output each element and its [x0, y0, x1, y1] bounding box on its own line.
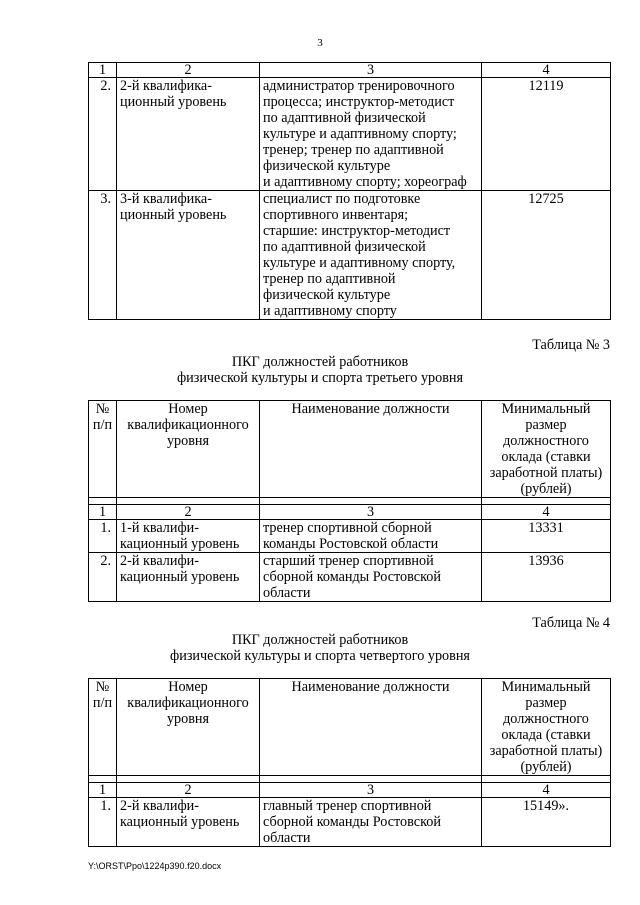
level-cell: [117, 553, 260, 602]
header-row: [89, 401, 611, 498]
header-line: Минимальный: [501, 401, 591, 417]
header-line: №: [95, 401, 110, 417]
position-cell: [260, 191, 482, 320]
cell-line: главный тренер спортивной: [263, 798, 432, 814]
cell-line: 3-й квалифика-: [120, 191, 212, 207]
salary-cell: 13936: [482, 553, 611, 602]
title-line: физической культуры и спорта четвертого уровня: [170, 648, 470, 664]
index-cell: 1: [89, 63, 117, 78]
position-cell: [260, 798, 482, 847]
cell-line: и адаптивному спорту: [263, 303, 397, 319]
index-cell: 4: [482, 505, 611, 520]
header-level: [117, 679, 260, 776]
cell-line: процесса; инструктор-методист: [263, 94, 455, 110]
cell-line: ционный уровень: [120, 207, 227, 223]
table-row: [89, 191, 611, 320]
cell-line: тренер; тренер по адаптивной: [263, 142, 444, 158]
cell-line: тренер спортивной сборной: [263, 520, 432, 536]
level-cell: [117, 78, 260, 191]
cell-line: администратор тренировочного: [263, 78, 455, 94]
index-cell: 1: [89, 783, 117, 798]
header-position: Наименование должности: [260, 679, 482, 776]
header-line: должностного: [503, 711, 589, 727]
cell-line: физической культуре: [263, 158, 391, 174]
cell-line: 2-й квалифи-: [120, 553, 199, 569]
header-line: оклада (ставки: [501, 727, 591, 743]
table3-label: Таблица № 3: [532, 337, 610, 353]
cell-line: культуре и адаптивному спорту;: [263, 126, 457, 142]
header-line: уровня: [166, 433, 210, 449]
cell-line: специалист по подготовке: [263, 191, 421, 207]
header-salary: [482, 401, 611, 498]
table-row: [89, 798, 611, 847]
cell-line: по адаптивной физической: [263, 110, 426, 126]
level-cell: [117, 798, 260, 847]
position-cell: [260, 520, 482, 553]
cell-line: области: [263, 830, 311, 846]
table4: [88, 678, 611, 847]
header-line: (рублей): [520, 759, 572, 775]
header-line: квалификационного: [127, 417, 249, 433]
index-cell: 2: [117, 783, 260, 798]
header-line: Минимальный: [501, 679, 591, 695]
header-num: [89, 401, 117, 498]
index-cell: 2: [117, 63, 260, 78]
row-number: 2.: [89, 78, 117, 191]
cell-line: и адаптивному спорту; хореограф: [263, 174, 467, 190]
row-number: 2.: [89, 553, 117, 602]
row-number: 1.: [89, 798, 117, 847]
index-row: [89, 783, 611, 798]
cell-line: тренер по адаптивной: [263, 271, 396, 287]
header-line: квалификационного: [127, 695, 249, 711]
index-cell: 4: [482, 63, 611, 78]
header-line: должностного: [503, 433, 589, 449]
table4-label: Таблица № 4: [532, 615, 610, 631]
table-row: [89, 78, 611, 191]
index-cell: 1: [89, 505, 117, 520]
header-line: №: [95, 679, 110, 695]
index-cell: 2: [117, 505, 260, 520]
table3-title: [0, 354, 640, 386]
index-cell: 3: [260, 63, 482, 78]
header-line: Номер: [168, 679, 208, 695]
table3: [88, 400, 611, 602]
header-line: п/п: [92, 417, 113, 433]
header-line: (рублей): [520, 481, 572, 497]
header-level: [117, 401, 260, 498]
cell-line: старшие: инструктор-методист: [263, 223, 451, 239]
header-position: Наименование должности: [260, 401, 482, 498]
table-row: [89, 553, 611, 602]
title-line: ПКГ должностей работников: [231, 354, 409, 370]
header-salary: [482, 679, 611, 776]
level-cell: [117, 520, 260, 553]
position-cell: [260, 78, 482, 191]
cell-line: 2-й квалифи-: [120, 798, 199, 814]
cell-line: команды Ростовской области: [263, 536, 439, 552]
cell-line: спортивного инвентаря;: [263, 207, 409, 223]
cell-line: старший тренер спортивной: [263, 553, 434, 569]
file-path-footer: Y:\ORST\Ppo\1224p390.f20.docx: [88, 861, 222, 871]
cell-line: ционный уровень: [120, 94, 227, 110]
table-row: [89, 520, 611, 553]
salary-cell: 15149».: [482, 798, 611, 847]
cell-line: сборной команды Ростовской: [263, 814, 441, 830]
cell-line: кационный уровень: [120, 814, 240, 830]
index-row: [89, 505, 611, 520]
table4-title: [0, 632, 640, 664]
title-line: физической культуры и спорта третьего уровня: [176, 370, 464, 386]
cell-line: 1-й квалифи-: [120, 520, 199, 536]
header-line: размер: [525, 417, 567, 433]
header-line: заработной платы): [489, 465, 603, 481]
cell-line: сборной команды Ростовской: [263, 569, 441, 585]
cell-line: области: [263, 585, 311, 601]
header-line: размер: [525, 695, 567, 711]
row-number: 3.: [89, 191, 117, 320]
level-cell: [117, 191, 260, 320]
header-line: оклада (ставки: [501, 449, 591, 465]
header-gap: [89, 776, 611, 783]
salary-cell: 12119: [482, 78, 611, 191]
table-continuation: [88, 62, 611, 320]
header-line: Номер: [168, 401, 208, 417]
cell-line: физической культуре: [263, 287, 391, 303]
header-line: уровня: [166, 711, 210, 727]
index-cell: 3: [260, 783, 482, 798]
row-number: 1.: [89, 520, 117, 553]
index-cell: 4: [482, 783, 611, 798]
header-line: п/п: [92, 695, 113, 711]
header-gap: [89, 498, 611, 505]
cell-line: 2-й квалифика-: [120, 78, 212, 94]
cell-line: кационный уровень: [120, 569, 240, 585]
cell-line: по адаптивной физической: [263, 239, 426, 255]
header-line: заработной платы): [489, 743, 603, 759]
title-line: ПКГ должностей работников: [231, 632, 409, 648]
salary-cell: 13331: [482, 520, 611, 553]
cell-line: кационный уровень: [120, 536, 240, 552]
header-num: [89, 679, 117, 776]
cell-line: культуре и адаптивному спорту,: [263, 255, 456, 271]
position-cell: [260, 553, 482, 602]
salary-cell: 12725: [482, 191, 611, 320]
page-number: 3: [317, 37, 323, 49]
index-cell: 3: [260, 505, 482, 520]
header-row: [89, 679, 611, 776]
index-row: [89, 63, 611, 78]
